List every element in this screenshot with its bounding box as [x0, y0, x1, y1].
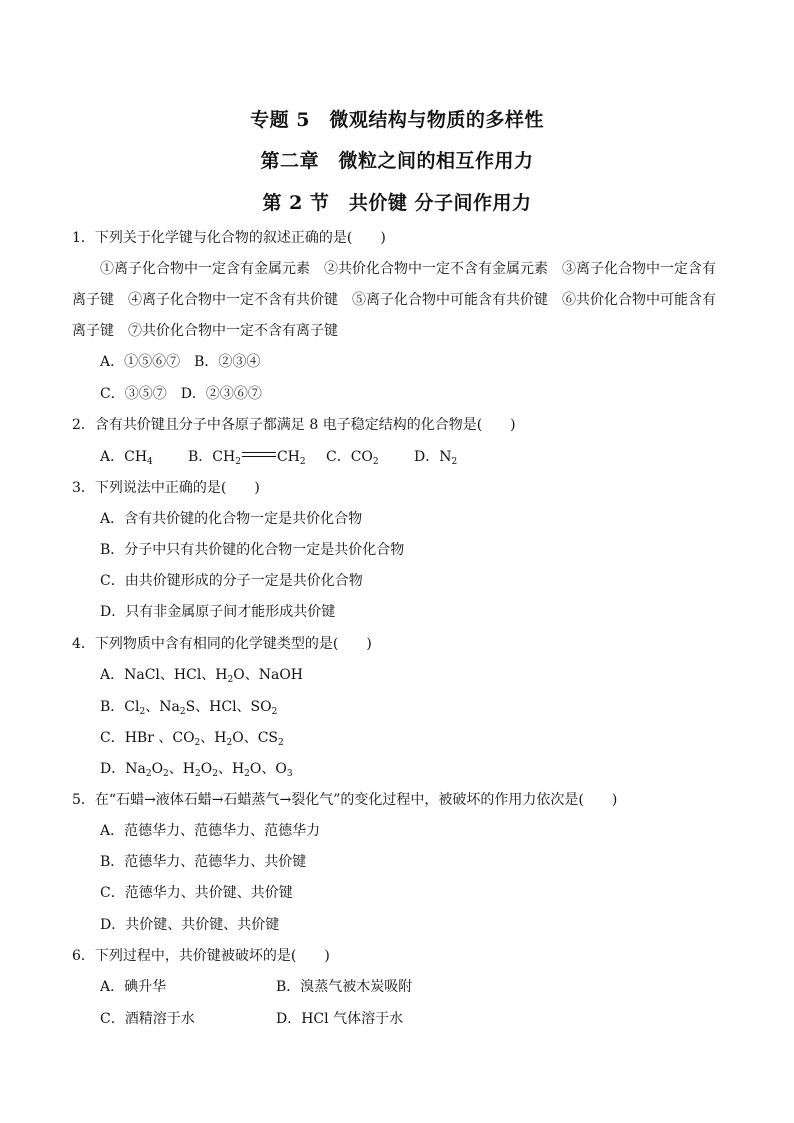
q4-option-d: D．$Na_2O_2$、$H_2O_2$、$H_2O$、$O_3$ [100, 761, 293, 779]
q2-option-a: A．$CH_4$ [100, 449, 153, 467]
q1-options-cd: C．③⑤⑦ D．②③⑥⑦ [100, 386, 262, 402]
q3-stem: 3．下列说法中正确的是( ) [72, 480, 260, 496]
q1-statements-line1: ①离子化合物中一定含有金属元素 ②共价化合物中一定不含有金属元素 ③离子化合物中一定含有 [100, 261, 716, 277]
title-chapter: 第二章 微粒之间的相互作用力 [260, 150, 534, 172]
double-bond-icon [242, 452, 276, 457]
q4-option-a: A．NaCl、HCl、$H_2O$、NaOH [100, 667, 304, 685]
q1-statements-line3: 离子键 ⑦共价化合物中一定不含有离子键 [72, 323, 338, 339]
q5-option-b: B．范德华力、范德华力、共价键 [100, 854, 307, 870]
q1-statements-line2: 离子键 ④离子化合物中一定不含有共价键 ⑤离子化合物中可能含有共价键 ⑥共价化合物中可能含有 [72, 292, 716, 308]
q5-option-d: D．共价键、共价键、共价键 [100, 917, 280, 933]
q5-option-a: A．范德华力、范德华力、范德华力 [100, 823, 321, 839]
title-topic: 专题 5 微观结构与物质的多样性 [250, 109, 544, 131]
q4-option-c: C．HBr 、$CO_2$、$H_2O$、$CS_2$ [100, 730, 284, 748]
q6-stem: 6．下列过程中，共价键被破坏的是( ) [72, 948, 330, 964]
q6-option-a: A．碘升华 [100, 979, 167, 995]
q2-option-d: D．$N_2$ [414, 449, 458, 467]
q3-option-a: A．含有共价键的化合物一定是共价化合物 [100, 511, 363, 527]
q2-stem: 2．含有共价键且分子中各原子都满足 8 电子稳定结构的化合物是( ) [72, 417, 516, 433]
q6-option-d: D．HCl 气体溶于水 [276, 1011, 404, 1027]
title-section: 第 2 节 共价键 分子间作用力 [262, 192, 532, 214]
q3-option-c: C．由共价键形成的分子一定是共价化合物 [100, 573, 363, 589]
q5-option-c: C．范德华力、共价键、共价键 [100, 885, 293, 901]
q6-option-b: B．溴蒸气被木炭吸附 [276, 979, 413, 995]
q3-option-b: B．分子中只有共价键的化合物一定是共价化合物 [100, 542, 405, 558]
q2-option-c: C．$CO_2$ [326, 449, 379, 467]
q1-stem: 1．下列关于化学键与化合物的叙述正确的是( ) [72, 230, 386, 246]
q4-stem: 4．下列物质中含有相同的化学键类型的是( ) [72, 636, 372, 652]
q3-option-d: D．只有非金属原子间才能形成共价键 [100, 604, 336, 620]
q4-option-b: B．$Cl_2$、$Na_2S$、HCl、$SO_2$ [100, 699, 278, 717]
q5-stem: 5．在“石蜡→液体石蜡→石蜡蒸气→裂化气”的变化过程中，被破坏的作用力依次是( ) [72, 792, 618, 808]
q6-option-c: C．酒精溶于水 [100, 1011, 195, 1027]
q2-option-b: B．$CH_2$ $CH_2$ [188, 449, 306, 467]
q1-options-ab: A．①⑤⑥⑦ B．②③④ [100, 354, 261, 370]
